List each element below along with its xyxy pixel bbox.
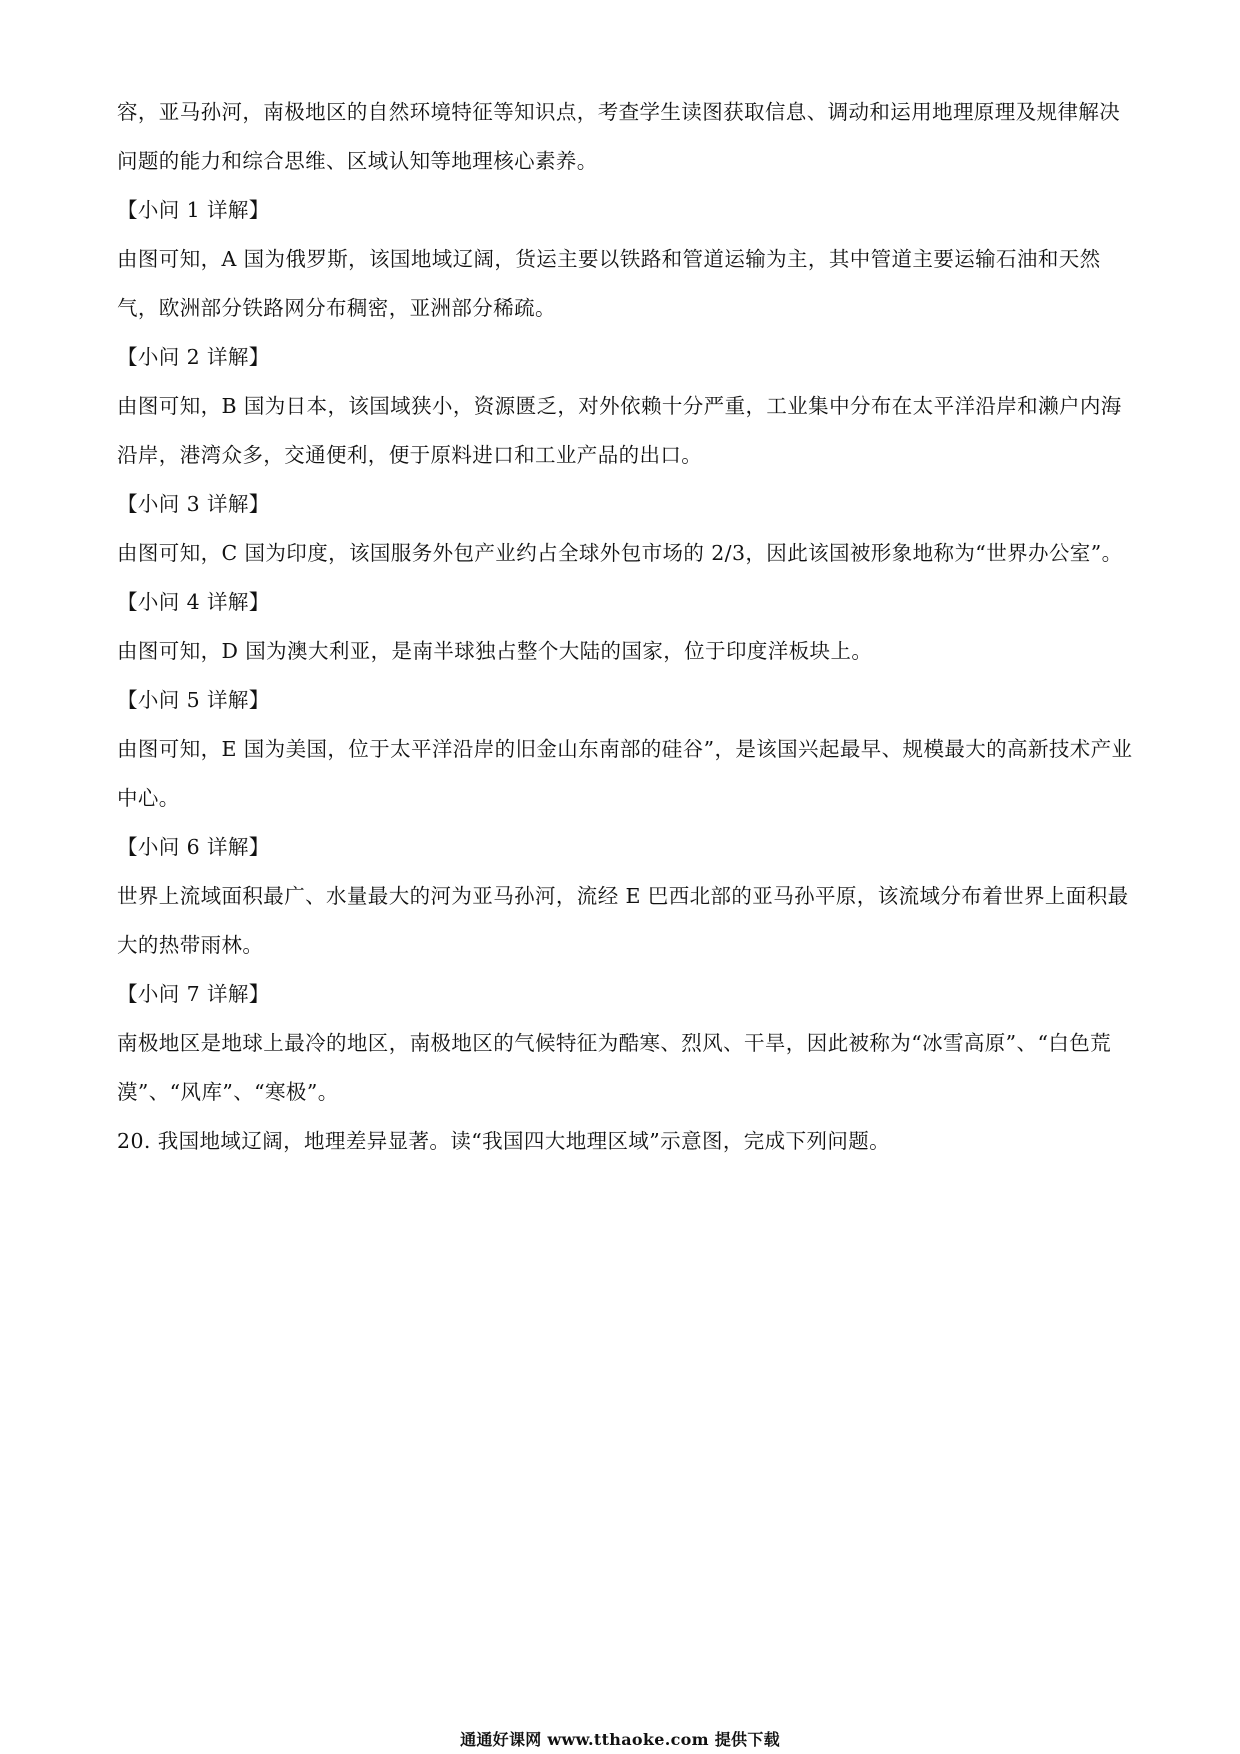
heading-q6: 【小问 6 详解】 (117, 835, 270, 859)
page-footer: 通通好课网 www.tthaoke.com 提供下载 (460, 1730, 780, 1749)
paragraph-q3-answer: 由图可知，C 国为印度，该国服务外包产业约占全球外包市场的 2/3，因此该国被形象地称为“世界办公室”。 (117, 541, 1123, 565)
paragraph-q4-answer: 由图可知，D 国为澳大利亚，是南半球独占整个大陆的国家，位于印度洋板块上。 (117, 639, 873, 663)
document-body (117, 88, 1137, 1166)
heading-q3: 【小问 3 详解】 (117, 492, 270, 516)
heading-q2: 【小问 2 详解】 (117, 345, 270, 369)
paragraph-q5-answer: 由图可知，E 国为美国，位于太平洋沿岸的旧金山东南部的硅谷”，是该国兴起最早、规模最大的高新技术产业中心。 (117, 737, 1133, 810)
paragraph-q6-answer: 世界上流域面积最广、水量最大的河为亚马孙河，流经 E 巴西北部的亚马孙平原，该流域分布着世界上面积最大的热带雨林。 (117, 884, 1129, 957)
heading-q7: 【小问 7 详解】 (117, 982, 270, 1006)
paragraph-q1-answer: 由图可知，A 国为俄罗斯，该国地域辽阔，货运主要以铁路和管道运输为主，其中管道主要运输石油和天然气，欧洲部分铁路网分布稠密，亚洲部分稀疏。 (117, 247, 1101, 320)
heading-q5: 【小问 5 详解】 (117, 688, 270, 712)
question-20-prompt: 20. 我国地域辽阔，地理差异显著。读“我国四大地理区域”示意图，完成下列问题。 (117, 1129, 891, 1153)
heading-q4: 【小问 4 详解】 (117, 590, 270, 614)
heading-q1: 【小问 1 详解】 (117, 198, 270, 222)
paragraph-q7-answer: 南极地区是地球上最冷的地区，南极地区的气候特征为酷寒、烈风、干旱，因此被称为“冰雪高原”、“白色荒漠”、“风库”、“寒极”。 (117, 1031, 1112, 1104)
paragraph-q2-answer: 由图可知，B 国为日本，该国域狭小，资源匮乏，对外依赖十分严重，工业集中分布在太平洋沿岸和濑户内海沿岸，港湾众多，交通便利，便于原料进口和工业产品的出口。 (117, 394, 1122, 467)
paragraph-intro: 容，亚马孙河，南极地区的自然环境特征等知识点，考查学生读图获取信息、调动和运用地理原理及规律解决问题的能力和综合思维、区域认知等地理核心素养。 (117, 100, 1121, 173)
